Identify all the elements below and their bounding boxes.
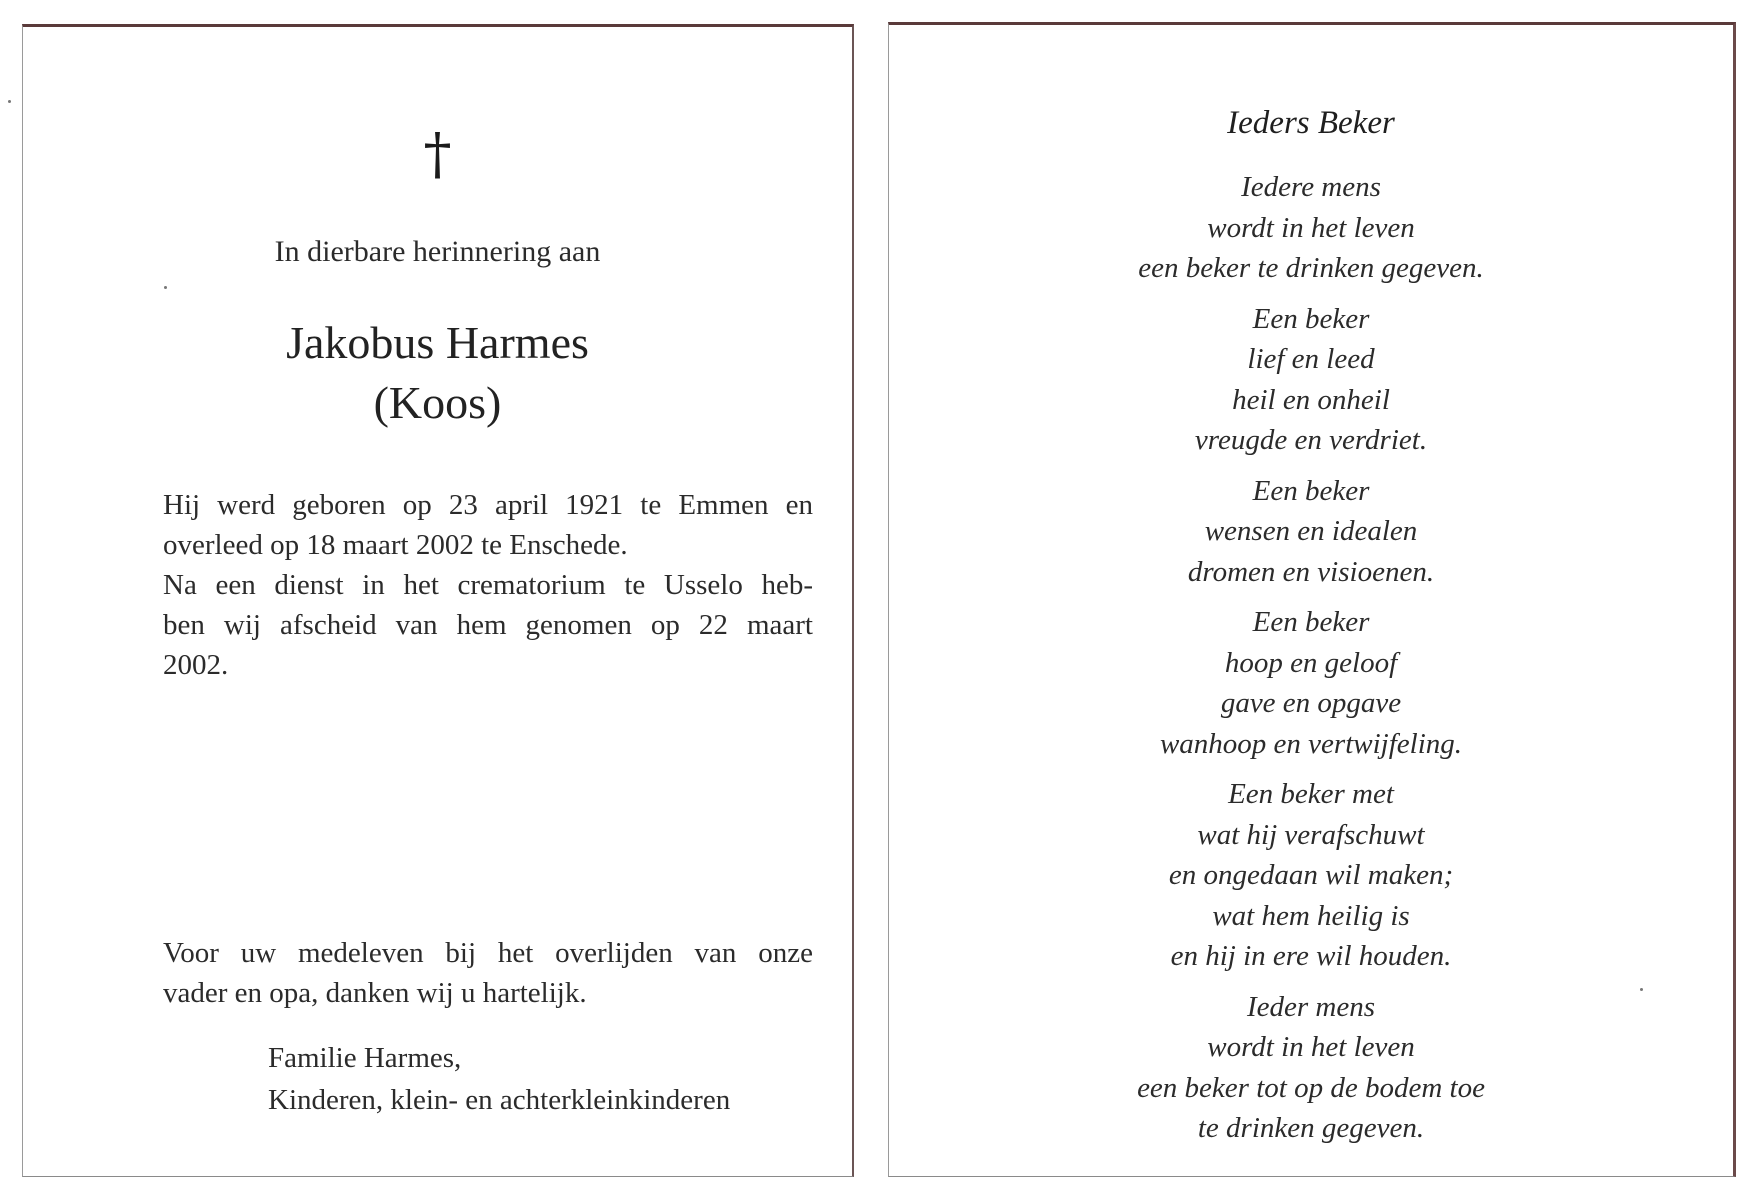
poem-verse: wordt in het leven bbox=[1207, 1031, 1415, 1063]
poem-verse: vreugde en verdriet. bbox=[1194, 424, 1428, 456]
poem-verse: een beker te drinken gegeven. bbox=[1138, 252, 1484, 284]
poem-stanza bbox=[889, 167, 1733, 289]
poem-stanza bbox=[889, 774, 1733, 977]
poem-title: Ieders Beker bbox=[1227, 105, 1395, 141]
poem-verse: Een beker bbox=[1252, 302, 1370, 335]
poem-stanza bbox=[889, 987, 1733, 1149]
poem-verse: hoop en geloof bbox=[1224, 646, 1398, 679]
poem-verse: wordt in het leven bbox=[1207, 211, 1415, 244]
poem-verse: een beker tot op de bodem toe bbox=[1137, 1071, 1485, 1104]
signature-line: Familie Harmes, bbox=[268, 1042, 462, 1074]
right-card bbox=[888, 22, 1736, 1177]
scan-speck bbox=[8, 100, 11, 103]
biography-paragraph bbox=[163, 485, 813, 685]
poem-stanza bbox=[889, 602, 1733, 764]
biography-line: Na een dienst in het crematorium te Usselo heb- bbox=[163, 569, 813, 601]
signature-line: Kinderen, klein- en achterkleinkinderen bbox=[268, 1084, 731, 1116]
poem-verse: te drinken gegeven. bbox=[1197, 1112, 1425, 1144]
thanks-paragraph bbox=[163, 933, 813, 1013]
poem-verse: wat hem heilig is bbox=[1212, 899, 1410, 932]
poem-verse: wensen en idealen bbox=[1204, 515, 1418, 547]
poem bbox=[889, 167, 1733, 1159]
poem-stanza bbox=[889, 299, 1733, 461]
poem-verse: heil en onheil bbox=[1232, 383, 1390, 416]
deceased-nickname: (Koos) bbox=[373, 377, 502, 428]
left-card bbox=[22, 24, 854, 1177]
poem-verse: Iedere mens bbox=[1241, 171, 1381, 203]
cross-icon: † bbox=[423, 122, 452, 187]
biography-line: ben wij afscheid van hem genomen op 22 maart bbox=[163, 609, 813, 641]
poem-verse: gave en opgave bbox=[1220, 687, 1402, 719]
thanks-line: Voor uw medeleven bij het overlijden van onze bbox=[163, 937, 813, 969]
scan-speck bbox=[164, 286, 167, 289]
poem-verse: Een beker met bbox=[1228, 778, 1394, 810]
poem-verse: dromen en visioenen. bbox=[1187, 555, 1435, 588]
poem-verse: wat hij verafschuwt bbox=[1197, 818, 1425, 851]
poem-verse: Een beker bbox=[1252, 606, 1370, 638]
poem-verse: en hij in ere wil houden. bbox=[1170, 940, 1452, 972]
biography-line: Hij werd geboren op 23 april 1921 te Emmen en bbox=[163, 489, 813, 521]
poem-stanza bbox=[889, 471, 1733, 593]
poem-verse: Ieder mens bbox=[1246, 990, 1376, 1023]
thanks-line: vader en opa, danken wij u hartelijk. bbox=[163, 977, 587, 1009]
poem-verse: lief en leed bbox=[1247, 343, 1375, 375]
poem-verse: en ongedaan wil maken; bbox=[1168, 859, 1454, 891]
memory-heading: In dierbare herinnering aan bbox=[274, 235, 601, 268]
scan-speck bbox=[1640, 988, 1643, 991]
poem-verse: wanhoop en vertwijfeling. bbox=[1159, 727, 1463, 760]
poem-verse: Een beker bbox=[1252, 474, 1370, 507]
family-signature bbox=[268, 1037, 730, 1121]
biography-line: 2002. bbox=[163, 649, 229, 681]
deceased-name: Jakobus Harmes bbox=[286, 317, 589, 368]
biography-line: overleed op 18 maart 2002 te Enschede. bbox=[163, 529, 628, 561]
